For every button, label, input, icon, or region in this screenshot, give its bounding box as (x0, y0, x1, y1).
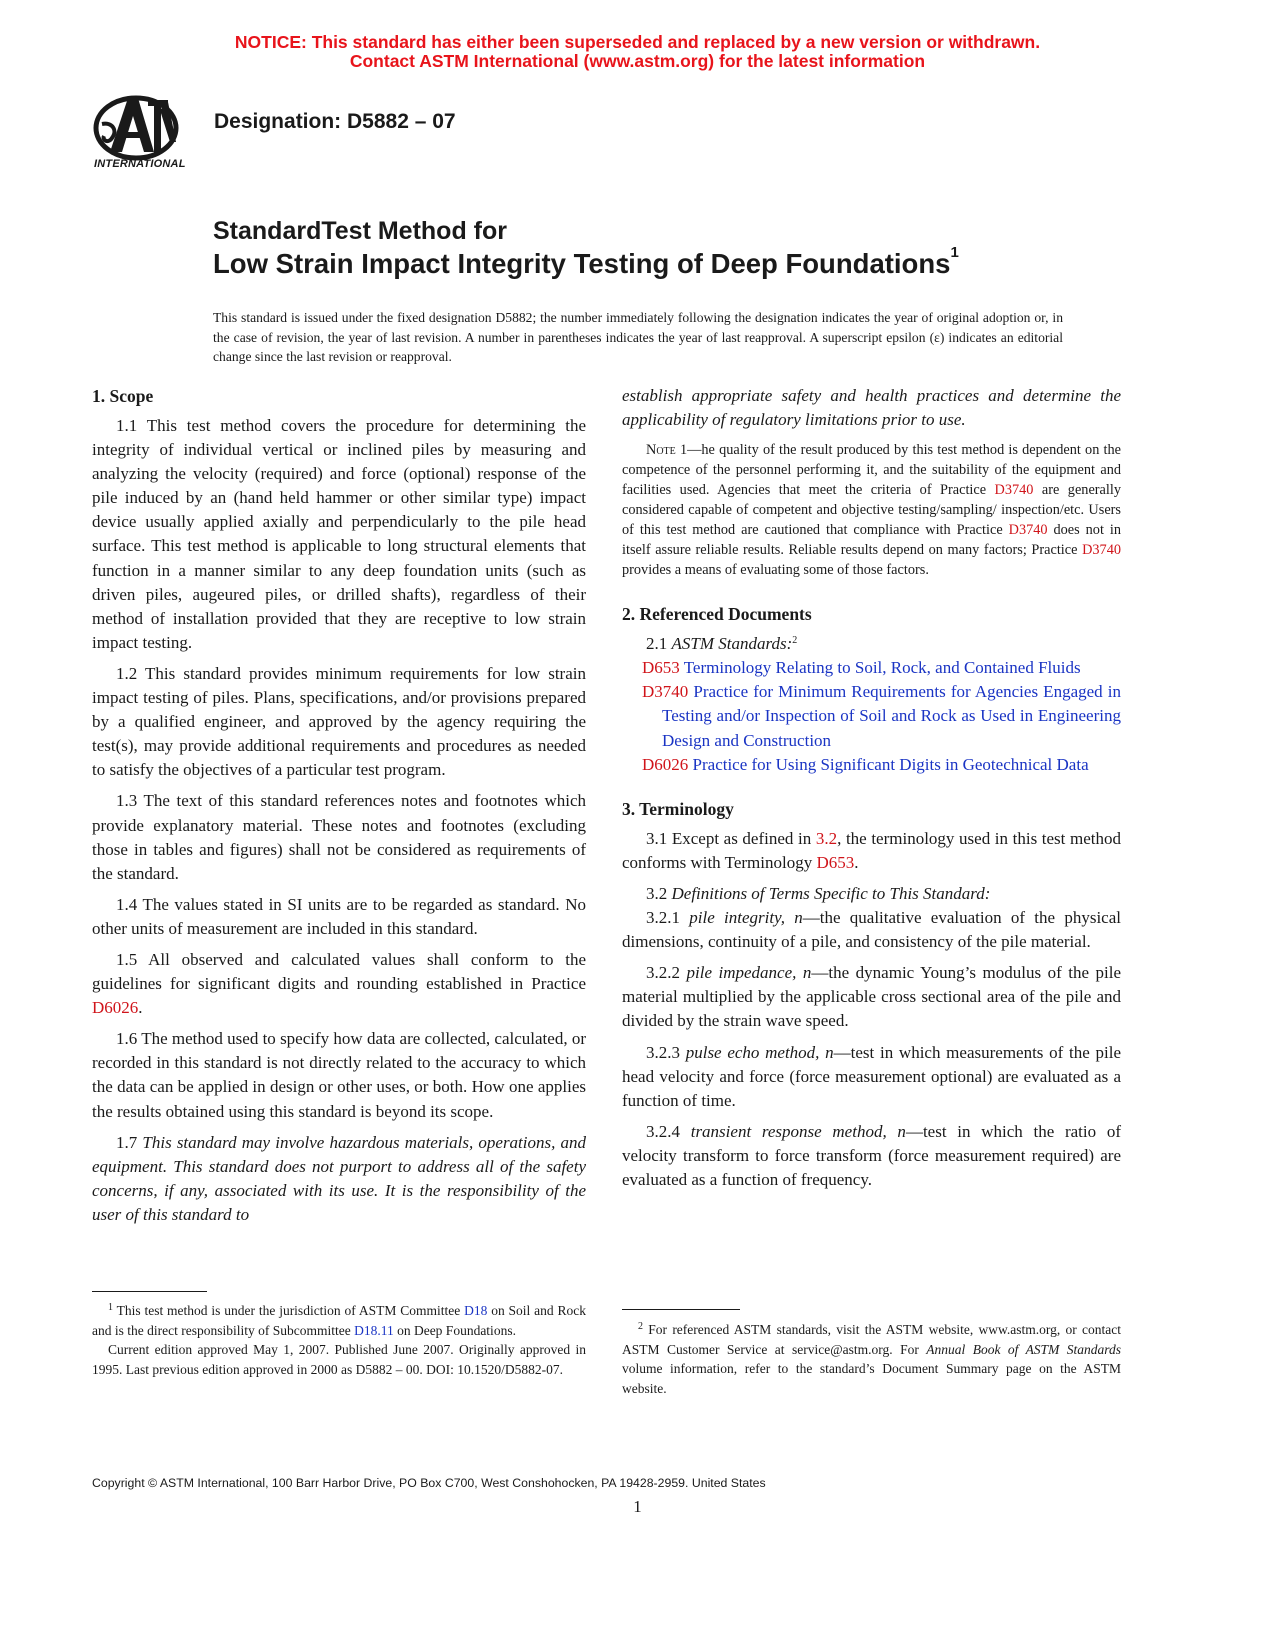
definition-number: 3.2.2 (646, 963, 687, 983)
withdrawal-notice (0, 33, 1275, 71)
definition-text: —test in which measurements of the pile head velocity and force (force measurement optional) are evaluated as a function of time. (622, 1042, 1122, 1110)
link-d3740-a[interactable]: D3740 (994, 482, 1034, 499)
section-heading-terminology: 3. Terminology (622, 798, 734, 819)
paragraph-1-5-text: 1.5 All observed and calculated values shall conform to the guidelines for significant digits and rounding established in Practice (92, 949, 586, 994)
footnote-2 (622, 1320, 1121, 1398)
paragraph-1-7 (92, 1131, 586, 1227)
footnote-divider-left (92, 1291, 207, 1292)
definition-number: 3.2.4 (646, 1121, 691, 1141)
link-d653[interactable]: D653 (816, 852, 855, 872)
definition-transient-response-method (622, 1120, 1121, 1192)
paragraph-1-5 (92, 948, 586, 1020)
logo-text: INTERNATIONAL (94, 158, 186, 170)
reference-d653[interactable] (622, 656, 1121, 680)
paragraph-1-7-text: This standard may involve hazardous materials, operations, and equipment. This standard does not purport to address all of the safety concerns, if any, associated with its use. It is the responsibility of the user of this standard to (92, 1132, 587, 1224)
reference-title: Practice for Using Significant Digits in Geotechnical Data (688, 754, 1089, 774)
paragraph-3-1 (622, 827, 1121, 875)
footnote-2-text (622, 1320, 1121, 1398)
reference-code: D6026 (642, 754, 689, 774)
section-heading-referenced-documents: 2. Referenced Documents (622, 604, 812, 625)
section-heading-scope: 1. Scope (92, 386, 154, 406)
link-d6026[interactable]: D6026 (92, 998, 139, 1018)
definition-pulse-echo-method (622, 1041, 1121, 1113)
definition-text: —test in which the ratio of velocity transform to force transform (force measurement required) are evaluated as a function of frequency. (622, 1121, 1121, 1189)
paragraph-3-1-text-c: . (854, 852, 859, 872)
definition-term: pile impedance, n (686, 963, 812, 983)
paragraph-1-6: 1.6 The method used to specify how data are collected, calculated, or recorded in this standard is not directly related to the accuracy to which the data can be applied in design or other uses, or both. How one applies the results obtained using this standard is beyond its scope. (92, 1029, 586, 1121)
paragraph-1-4: 1.4 The values stated in SI units are to be regarded as standard. No other units of measurement are included in this standard. (92, 894, 586, 938)
paragraph-1-1: 1.1 This test method covers the procedure for determining the integrity of individual vertical or inclined piles by measuring and analyzing the velocity (required) and force (optional) response of the pile induced by an (hand held hammer or other similar type) impact device usually applied axially and perpendicularly to the pile head surface. This test method is applicable to long structural elements that function in a manner similar to any deep foundation units (such as driven piles, augeured piles, or drilled shafts), regardless of their method of installation provided that they are receptive to low strain impact testing. (92, 416, 586, 652)
reference-code: D653 (642, 658, 680, 678)
paragraph-2-1-number: 2.1 (646, 634, 672, 654)
reference-title: Practice for Minimum Requirements for Agencies Engaged in Testing and/or Inspection of Soil and Rock as Used in Engineering Design and Construction (662, 682, 1121, 750)
paragraph-3-1-text-a: 3.1 Except as defined in (646, 828, 816, 848)
title-footnote-mark: 1 (950, 244, 959, 261)
paragraph-2-1-text: ASTM Standards: (671, 634, 793, 654)
paragraph-1-7-number: 1.7 (116, 1132, 143, 1152)
designation: Designation: D5882 – 07 (214, 110, 456, 133)
definition-pile-impedance (622, 961, 1121, 1033)
paragraph-1-2: 1.2 This standard provides minimum requirements for low strain impact testing of piles. Plans, specifications, and/or provisions prepared by a qualified engineer, and approved by the agency requiring the test(s), may provide additional requirements and procedures as needed to satisfy the objectives of a particular test program. (92, 663, 586, 780)
copyright-line: Copyright © ASTM International, 100 Barr Harbor Drive, PO Box C700, West Conshohocken, PA 19428-2959. United States (92, 1476, 766, 1490)
title-line-1: StandardTest Method for (213, 217, 507, 245)
page-number: 1 (633, 1497, 642, 1516)
reference-d3740[interactable] (622, 680, 1121, 752)
paragraph-1-7-continued: establish appropriate safety and health practices and determine the applicability of regulatory limitations prior to use. (622, 386, 1121, 430)
title-line-2 (213, 244, 959, 280)
paragraph-3-2-number: 3.2 (646, 883, 672, 903)
note-1-text-d: provides a means of evaluating some of those factors. (622, 562, 929, 579)
link-d18[interactable]: D18 (464, 1303, 488, 1318)
link-d18-11[interactable]: D18.11 (354, 1322, 394, 1338)
right-column (622, 384, 1121, 1199)
note-1 (622, 440, 1121, 580)
paragraph-1-5-end: . (138, 998, 143, 1018)
footnote-2-mark: 2 (638, 1321, 643, 1332)
notice-line-2: Contact ASTM International (www.astm.org) for the latest information (349, 51, 926, 71)
definition-term: pulse echo method, n (685, 1042, 834, 1062)
definition-number: 3.2.1 (646, 908, 690, 928)
reference-d6026[interactable] (622, 753, 1121, 777)
issuance-statement: This standard is issued under the fixed designation D5882; the number immediately following the designation indicates the year of original adoption or, in the case of revision, the year of last revision. A number in parentheses indicates the year of last reapproval. A superscript epsilon (ε) indicates an editorial change since the last revision or reapproval. (213, 310, 1063, 364)
footnote-1-text-c: on Deep Foundations. (393, 1322, 516, 1338)
footnote-1-text-a: This test method is under the jurisdiction of ASTM Committee (113, 1303, 465, 1318)
definition-term: transient response method, n (690, 1121, 906, 1141)
footnote-1-part-2: Current edition approved May 1, 2007. Published June 2007. Originally approved in 1995. Last previous edition approved in 2000 as D5882 – 00. DOI: 10.1520/D5882-07. (92, 1342, 586, 1377)
definition-term: pile integrity, n (689, 908, 803, 928)
notice-line-1: NOTICE: This standard has either been superseded and replaced by a new version or withdrawn. (234, 32, 1041, 52)
definition-pile-integrity (622, 906, 1121, 954)
paragraph-3-2 (622, 882, 1121, 906)
link-section-3-2[interactable]: 3.2 (815, 828, 838, 848)
definition-text: —the dynamic Young’s modulus of the pile material multiplied by the applicable cross sectional area of the pile and divided by the strain wave speed. (622, 963, 1121, 1031)
footnote-1-mark: 1 (108, 1302, 113, 1313)
astm-international-logo-icon (88, 80, 200, 180)
note-1-label: Note 1 (646, 442, 688, 459)
definition-number: 3.2.3 (646, 1042, 686, 1062)
link-d3740-b[interactable]: D3740 (1008, 522, 1048, 539)
paragraph-3-2-text: Definitions of Terms Specific to This Standard: (671, 883, 991, 903)
note-1-text-b: are generally considered capable of competent and objective testing/sampling/ inspection/etc. Users of this test method are cautioned that compliance with Practice (622, 482, 1121, 539)
footnote-1-part-1 (92, 1301, 586, 1340)
paragraph-1-3: 1.3 The text of this standard references notes and footnotes which provide explanatory material. These notes and footnotes (excluding those in tables and figures) shall not be considered as requirements of the standard. (92, 791, 586, 883)
reference-code: D3740 (642, 682, 689, 702)
note-1-text-c: does not in itself assure reliable results. Reliable results depend on many factors; Practice (622, 522, 1121, 559)
definition-text: —the qualitative evaluation of the physical dimensions, continuity of a pile, and consistency of the pile material. (622, 908, 1122, 952)
paragraph-2-1-footnote-mark: 2 (792, 635, 798, 647)
footnote-divider-right (622, 1309, 740, 1310)
reference-title: Terminology Relating to Soil, Rock, and Contained Fluids (679, 658, 1081, 678)
footnote-2-text-a: For referenced ASTM standards, visit the ASTM website, www.astm.org, or contact ASTM Customer Service at service@astm.org. For (622, 1322, 1121, 1357)
title-text: Low Strain Impact Integrity Testing of Deep Foundations (213, 248, 951, 279)
footnote-1-text-b: on Soil and Rock and is the direct responsibility of Subcommittee (92, 1303, 586, 1338)
footnote-2-italic: Annual Book of ASTM Standards (926, 1341, 1122, 1357)
left-column (92, 384, 586, 1227)
footnote-1 (92, 1301, 586, 1379)
link-d3740-c[interactable]: D3740 (1082, 542, 1121, 559)
paragraph-3-1-text-b: , the terminology used in this test method conforms with Terminology (622, 828, 1121, 872)
paragraph-2-1 (622, 632, 1121, 656)
note-1-text-a: —he quality of the result produced by this test method is dependent on the competence of the personnel performing it, and the suitability of the equipment and facilities used. Agencies that meet the criteria of Practice (622, 442, 1121, 499)
footnote-2-text-b: volume information, refer to the standard’s Document Summary page on the ASTM website. (622, 1361, 1121, 1396)
